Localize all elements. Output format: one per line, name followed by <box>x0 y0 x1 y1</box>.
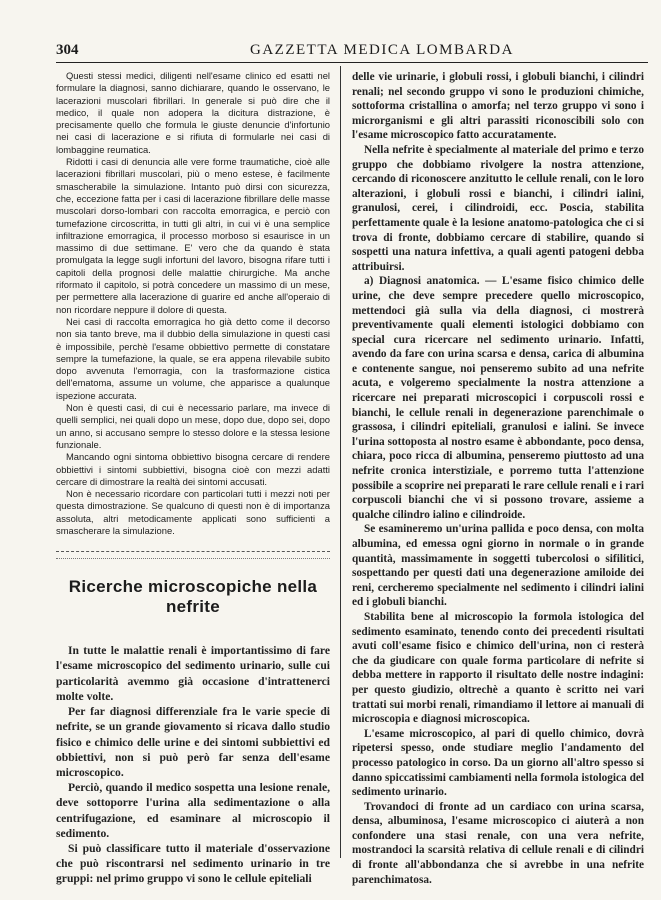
paragraph: a) Diagnosi anatomica. — L'esame fisico chimico delle urine, che deve sempre precedere quello microscopico, mettendoci già sulla via della diagnosi, ci mostrerà preventivamente quali elementi istologici dobbiamo con special cura ricercare nel sedimento urinario. Infatti, avendo da fare con urina scarsa e densa, carica di albumina e contenente sangue, noi penseremo subito ad una nefrite acuta, e volgeremo specialmente la nostra attenzione a ricercare nei preparati microscopici i corpuscoli rossi e bianchi, le cellule renali in degenerazione parenchimale o grassosa, i cilindri epiteliali, granulosi e ialini. Se invece l'urina sottoposta al nostro esame è abbondante, poco densa, chiara, poco ricca di albumina, penseremo piuttosto ad una nefrite cronica interstiziale, e porremo tutta l'attenzione possibile a scoprire nei preparati le rare cellule renali e i rari corpuscoli bianchi che vi si possono trovare, assieme a qualche cilindro ialino e cilindroide. <box>352 275 644 521</box>
paragraph: L'esame microscopico, al pari di quello chimico, dovrà ripetersi spesso, onde studiare meglio l'andamento del processo patologico in corso. Da un giorno all'altro spesso si danno spiccatissimi cambiamenti nella formola istologica del sedimento urinario. <box>352 727 644 799</box>
left-column <box>56 70 330 887</box>
paragraph: Perciò, quando il medico sospetta una lesione renale, deve sottoporre l'urina alla sedimentazione o alla centrifugazione, ed esaminare al microscopio il sedimento. <box>56 781 330 840</box>
section-divider <box>56 551 330 559</box>
simulation-article-continuation <box>56 70 330 537</box>
paragraph: Non è necessario ricordare con particolari tutti i mezzi noti per questa dimostrazione. Se qualcuno di questi non è di importanza assoluta, altri metodicamente applicati sono sufficienti a smascherare la simulazione. <box>56 488 330 536</box>
paragraph: Se esamineremo un'urina pallida e poco densa, con molta albumina, ed emessa ogni giorno in normale o in grande quantità, massimamente in soggetti tubercolosi o sifilitici, sospettando per questi dati una degenerazione amiloide dei reni, cercheremo specialmente nel sedimento i cilindri ialini ed i globuli bianchi. <box>352 523 644 609</box>
section-title: Ricerche microscopiche nella nefrite <box>68 577 318 617</box>
paragraph: Si può classificare tutto il materiale d'osservazione che può riscontrarsi nel sedimento urinario in tre gruppi: nel primo gruppo vi sono le cellule epiteliali <box>56 841 330 886</box>
journal-title: GAZZETTA MEDICA LOMBARDA <box>250 42 514 58</box>
paragraph: Nei casi di raccolta emorragica ho già detto come il decorso non sia tanto breve, ma il dubbio della simulazione in questi casi è impossibile, perchè l'esame obbiettivo permette di constatare sempre la tumefazione, la quale, se era appena rilevabile subito dopo avvenuta l'emorragia, con la trasformazione cistica dell'ematoma, assume un volume, che apparisce a qualunque ispezione accurata. <box>56 315 330 401</box>
paragraph: Non è questi casi, di cui è necessario parlare, ma invece di quelli semplici, nei quali dopo un mese, dopo due, dopo sei, dopo un anno, si accusano sempre lo stesso dolore e la stessa lesione funzionale. <box>56 402 330 450</box>
column-divider <box>340 66 341 858</box>
paragraph: Mancando ogni sintoma obbiettivo bisogna cercare di rendere obbiettivi i sintomi subbiettivi, bisogna cioè con mezzi adatti cercare di dimostrare la realtà dei sintomi accusati. <box>56 451 330 487</box>
paragraph: Stabilita bene al microscopio la formola istologica del sedimento esaminato, tenendo conto dei precedenti risultati avuti coll'esame fisico e chimico dell'urina, non ci resterà che da giudicare con quale forma particolare di nefrite si debba mettere in rapporto il risultato delle nostre indagini: per questo giudizio, oltrechè a quanto è scritto nei vari trattati sui morbi renali, rimandiamo il lettore ai manuali di microscopia e diagnosi microscopica. <box>352 610 644 726</box>
paragraph: Trovandoci di fronte ad un cardiaco con urina scarsa, densa, albuminosa, l'esame microscopico ci aiuterà a non confondere una stasi renale, con una vera nefrite, mostrandoci la scarsità relativa di cellule renali e di cilindri di fronte all'abbondanza che si avrebbe in una nefrite parenchimatosa. <box>352 800 644 886</box>
paragraph: Ridotti i casi di denuncia alle vere forme traumatiche, cioè alle lacerazioni fibrillari muscolari, più o meno estese, è facilmente smascherabile la simulazione. Intanto può dirsi con sicurezza, che, eccezione fatta per i casi di lacerazione fibrillare delle masse muscolari dorso-lombari con raccolta emorragica, e perciò con tumefazione circoscritta, in tutti gli altri, in cui vi è una semplice infiltrazione emorragica, il processo morboso si esaurisce in un massimo di due settimane. E' vero che da quando è stata promulgata la legge sugli infortuni del lavoro, bisogna rifare tutti i capitoli della prognosi delle malattie chirurgiche. Ma anche riformato il capitolo, si potrà concedere un massimo di un mese, per permettere alla lacerazione di guarire ed anche all'operaio di non ricordare neppure il dolore di questa. <box>56 156 330 315</box>
nefrite-article-body <box>56 643 330 886</box>
page-number: 304 <box>56 42 79 58</box>
paragraph: In tutte le malattie renali è importantissimo di fare l'esame microscopico del sedimento urinario, sulle cui particolarità avemmo già occasione d'intrattenerci molte volte. <box>56 644 330 703</box>
paragraph: Per far diagnosi differenziale fra le varie specie di nefrite, se un grande giovamento si ricava dallo studio fisico e chimico delle urine e dei sintomi subbiettivi ed obbiettivi, non si può però far senza dell'esame microscopico. <box>56 705 330 779</box>
nefrite-article-continuation <box>352 70 644 887</box>
paragraph: Questi stessi medici, diligenti nell'esame clinico ed esatti nel formulare la diagnosi, sanno dichiarare, quando le osservano, le lacerazioni muscolari fibrillari. In generale si può dire che il medico, il quale non adopera la dicitura distrazione, è precisamente quello che formula le giuste denuncie d'infortunio nei casi di lacerazione e si rifiuta di formularle nei casi di lombaggine reumatica. <box>56 70 330 155</box>
right-column <box>352 70 644 887</box>
page-header <box>56 40 648 63</box>
paragraph: Nella nefrite è specialmente al materiale del primo e terzo gruppo che dobbiamo rivolgere la nostra attenzione, cercando di riconoscere anzitutto le cellule renali, con le loro alterazioni, i globuli rossi e bianchi, i cilindri ialini, granulosi, cerei, i cilindroidi, ecc. Poscia, stabilita perfettamente quale è la lesione anatomo-patologica che ci si trova di fronte, dobbiamo cercare di stabilire, quando si sospetti una natura infettiva, a quali agenti patogeni debba attribuirsi. <box>352 143 644 273</box>
paragraph: delle vie urinarie, i globuli rossi, i globuli bianchi, i cilindri renali; nel secondo gruppo vi sono le produzioni chimiche, sottoforma cristallina o amorfa; nel terzo gruppo vi sono i microrganismi e gli altri parassiti riconoscibili solo con l'esame microscopico fatto accuratamente. <box>352 71 644 142</box>
